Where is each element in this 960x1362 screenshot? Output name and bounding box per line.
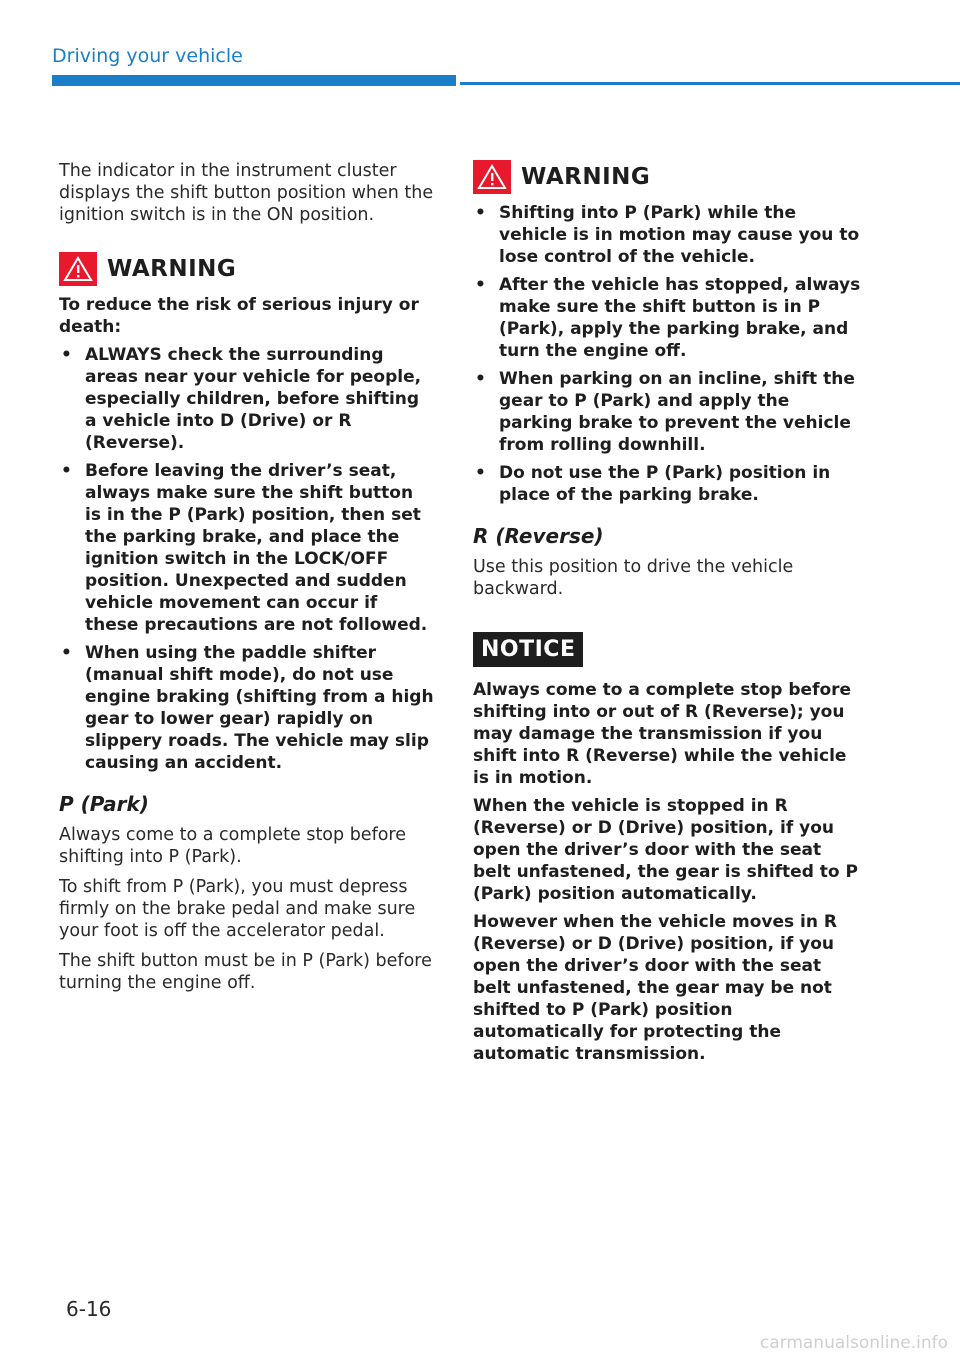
left-column [59,160,434,1002]
list-item: • When parking on an incline, shift the gear to P (Park) and apply the parking brake to prevent the vehicle from rolling downhill. [473,368,863,456]
park-paragraph: To shift from P (Park), you must depress firmly on the brake pedal and make sure your foot is off the accelerator pedal. [59,877,416,941]
intro-paragraph: The indicator in the instrument cluster displays the shift button position when the ignition switch is in the ON position. [59,161,434,225]
warning-lead: To reduce the risk of serious injury or death: [59,295,419,337]
warning-header-left [59,252,434,286]
list-item: • Shifting into P (Park) while the vehicle is in motion may cause you to lose control of the vehicle. [473,202,863,268]
list-item: • Do not use the P (Park) position in place of the parking brake. [473,462,863,506]
chapter-title: Driving your vehicle [52,45,243,67]
header-rule-thick [52,75,456,86]
warning-title: WARNING [521,164,651,190]
right-column [473,160,863,1071]
list-item: • After the vehicle has stopped, always make sure the shift button is in P (Park), apply the parking brake, and turn the engine off. [473,274,863,362]
list-item: • Before leaving the driver’s seat, always make sure the shift button is in the P (Park) position, then set the parking brake, and place the ignition switch in the LOCK/OFF position. Unexpected and sudden vehicle movement can occur if these precautions are not followed. [59,460,434,636]
header-rule-thin [460,82,960,85]
park-heading: P (Park) [59,792,149,816]
watermark: carmanualsonline.info [759,1333,948,1353]
reverse-paragraph: Use this position to drive the vehicle backward. [473,557,794,599]
park-paragraph: The shift button must be in P (Park) before turning the engine off. [59,951,432,993]
notice-badge: NOTICE [473,632,583,667]
warning-title: WARNING [107,256,237,282]
warning-triangle-icon [473,160,511,194]
warning-header-right [473,160,863,194]
warning-list-right [473,202,863,506]
page-number: 6-16 [66,1297,112,1321]
list-item: • ALWAYS check the surrounding areas near your vehicle for people, especially children, before shifting a vehicle into D (Drive) or R (Reverse). [59,344,434,454]
list-item: • When using the paddle shifter (manual shift mode), do not use engine braking (shifting from a high gear to lower gear) rapidly on slippery roads. The vehicle may slip causing an accident. [59,642,434,774]
park-paragraph: Always come to a complete stop before shifting into P (Park). [59,825,407,867]
warning-list-left [59,344,434,774]
warning-triangle-icon [59,252,97,286]
notice-paragraph: When the vehicle is stopped in R (Reverse) or D (Drive) position, if you open the driver’s door with the seat belt unfastened, the gear is shifted to P (Park) position automatically. [473,796,858,904]
notice-paragraph: However when the vehicle moves in R (Reverse) or D (Drive) position, if you open the driver’s door with the seat belt unfastened, the gear may be not shifted to P (Park) position automatically for protecting the automatic transmission. [473,912,837,1064]
notice-paragraph: Always come to a complete stop before shifting into or out of R (Reverse); you may damage the transmission if you shift into R (Reverse) while the vehicle is in motion. [473,680,852,788]
reverse-heading: R (Reverse) [473,524,604,548]
